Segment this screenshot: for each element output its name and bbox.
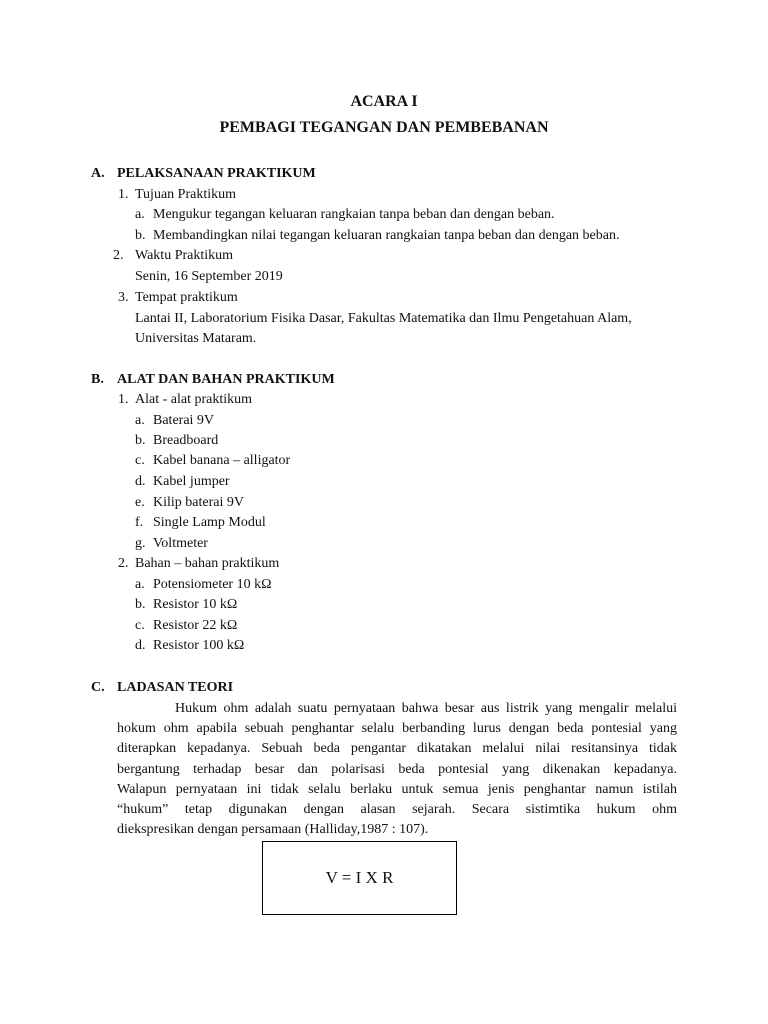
- list-letter: c.: [135, 453, 145, 468]
- list-letter: a.: [135, 577, 145, 592]
- section-b-letter: B.: [91, 372, 104, 387]
- formula-box: [262, 841, 457, 915]
- list-letter: a.: [135, 413, 145, 428]
- tempat-line: Universitas Mataram.: [135, 331, 257, 346]
- paragraph-line: Walapun pernyataan ini tidak selalu berlaku untuk semua jenis penghantar namun istilah: [117, 781, 677, 797]
- item-number: 1.: [118, 392, 129, 407]
- item-number: 3.: [118, 290, 129, 305]
- item-title-bahan: Bahan – bahan praktikum: [135, 556, 280, 571]
- list-item-text: Kabel banana – alligator: [153, 453, 291, 468]
- list-letter: g.: [135, 536, 146, 551]
- paragraph-line: hokum ohm apabila sebuah penghantar selalu berbanding lurus dengan beda pontesial yang: [117, 721, 677, 737]
- paragraph-line: diterapkan kepadanya. Sebuah beda pengantar dikatakan melalui nilai resitansinya tidak: [117, 741, 677, 757]
- list-item-text: Kilip baterai 9V: [153, 495, 244, 510]
- list-item-text: Voltmeter: [153, 536, 208, 551]
- list-letter: f.: [135, 515, 144, 530]
- waktu-value: Senin, 16 September 2019: [135, 269, 283, 284]
- document-title: ACARA I: [350, 93, 418, 110]
- paragraph-line: Hukum ohm adalah suatu pernyataan bahwa besar aus listrik yang mengalir melalui: [175, 701, 677, 716]
- list-letter: e.: [135, 495, 145, 510]
- item-title-waktu: Waktu Praktikum: [135, 248, 234, 263]
- paragraph-line: “hukum” tetap digunakan dengan alasan sejarah. Secara sistimtika hukum ohm: [117, 802, 677, 818]
- item-number: 2.: [118, 556, 129, 571]
- list-letter: d.: [135, 474, 146, 489]
- paragraph-line: bergantung terhadap besar dan polarisasi beda pontesial yang dikenakan kepadanya.: [117, 761, 677, 777]
- list-letter: c.: [135, 618, 145, 633]
- tempat-line: Lantai II, Laboratorium Fisika Dasar, Fakultas Matematika dan Ilmu Pengetahuan Alam,: [135, 311, 632, 326]
- theory-paragraph: [117, 699, 677, 840]
- item-title-tempat: Tempat praktikum: [135, 290, 238, 305]
- section-b-title: ALAT DAN BAHAN PRAKTIKUM: [117, 372, 335, 387]
- list-item-text: Single Lamp Modul: [153, 515, 266, 530]
- item-number: 2.: [113, 248, 124, 263]
- list-letter: b.: [135, 433, 146, 448]
- section-c-title: LADASAN TEORI: [117, 680, 234, 695]
- paragraph-line: diekspresikan dengan persamaan (Halliday,1987 : 107).: [117, 822, 429, 838]
- list-item-text: Mengukur tegangan keluaran rangkaian tanpa beban dan dengan beban.: [153, 207, 555, 222]
- list-item-text: Resistor 22 kΩ: [153, 618, 238, 633]
- item-title-alat: Alat - alat praktikum: [135, 392, 253, 407]
- section-c-letter: C.: [91, 680, 105, 695]
- list-letter: a.: [135, 207, 145, 222]
- list-item-text: Baterai 9V: [153, 413, 215, 428]
- item-number: 1.: [118, 187, 129, 202]
- ohm-formula: V = I X R: [325, 868, 394, 887]
- document-subtitle: PEMBAGI TEGANGAN DAN PEMBEBANAN: [219, 119, 549, 136]
- list-item-text: Potensiometer 10 kΩ: [153, 577, 272, 592]
- list-letter: d.: [135, 638, 146, 653]
- item-title-tujuan: Tujuan Praktikum: [135, 187, 236, 202]
- list-item-text: Breadboard: [153, 433, 219, 448]
- list-item-text: Membandingkan nilai tegangan keluaran rangkaian tanpa beban dan dengan beban.: [153, 228, 620, 243]
- list-item-text: Resistor 10 kΩ: [153, 597, 238, 612]
- section-a-letter: A.: [91, 166, 105, 181]
- section-a-title: PELAKSANAAN PRAKTIKUM: [117, 166, 316, 181]
- list-item-text: Resistor 100 kΩ: [153, 638, 245, 653]
- list-letter: b.: [135, 228, 146, 243]
- list-letter: b.: [135, 597, 146, 612]
- list-item-text: Kabel jumper: [153, 474, 230, 489]
